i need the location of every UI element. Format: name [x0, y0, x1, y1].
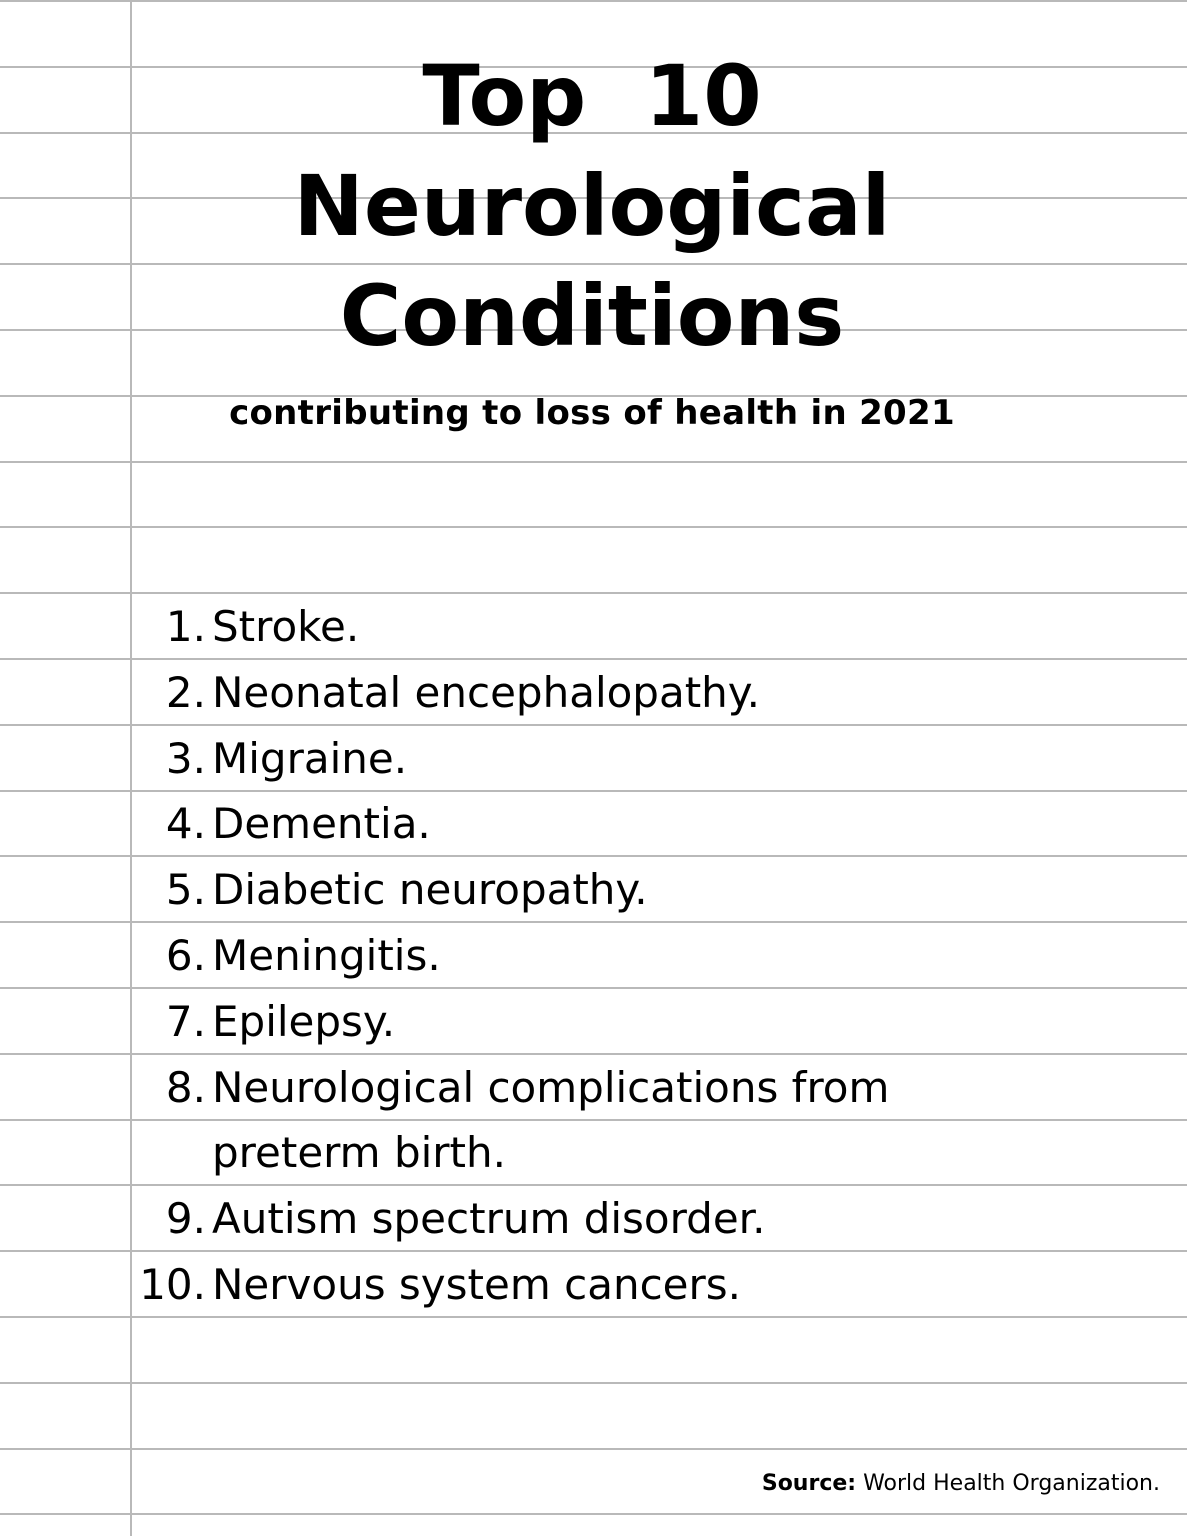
condition-label: Dementia.	[212, 799, 431, 848]
condition-number: 10.	[139, 1260, 206, 1309]
ruled-line	[0, 1382, 1187, 1384]
ruled-line	[0, 1513, 1187, 1515]
source-note	[762, 1469, 1160, 1499]
title-line-3: Conditions	[339, 267, 845, 365]
title-line-1: Top 10	[422, 47, 762, 145]
condition-label: Neurological complications from	[212, 1063, 890, 1112]
condition-label: Epilepsy.	[212, 997, 396, 1046]
condition-number: 6.	[165, 931, 206, 980]
condition-number: 9.	[165, 1194, 206, 1243]
condition-number: 2.	[165, 668, 206, 717]
condition-number: 8.	[165, 1063, 206, 1112]
ruled-line	[0, 526, 1187, 528]
condition-label: Migraine.	[212, 734, 408, 783]
ruled-line	[0, 1448, 1187, 1450]
condition-label: Stroke.	[212, 602, 360, 651]
condition-number: 5.	[165, 865, 206, 914]
source-text: World Health Organization.	[856, 1471, 1160, 1496]
condition-label: Nervous system cancers.	[212, 1260, 741, 1309]
condition-label: Autism spectrum disorder.	[212, 1194, 766, 1243]
condition-label: preterm birth.	[212, 1128, 506, 1177]
condition-number: 3.	[165, 734, 206, 783]
ruled-line	[0, 461, 1187, 463]
condition-label: Neonatal encephalopathy.	[212, 668, 761, 717]
ruled-line	[0, 0, 1187, 2]
condition-number: 4.	[165, 799, 206, 848]
condition-label: Meningitis.	[212, 931, 441, 980]
condition-number: 7.	[165, 997, 206, 1046]
title-line-2: Neurological	[293, 157, 891, 255]
condition-label: Diabetic neuropathy.	[212, 865, 648, 914]
condition-number: 1.	[165, 602, 206, 651]
subtitle: contributing to loss of health in 2021	[229, 393, 955, 433]
source-label: Source:	[761, 1471, 857, 1496]
